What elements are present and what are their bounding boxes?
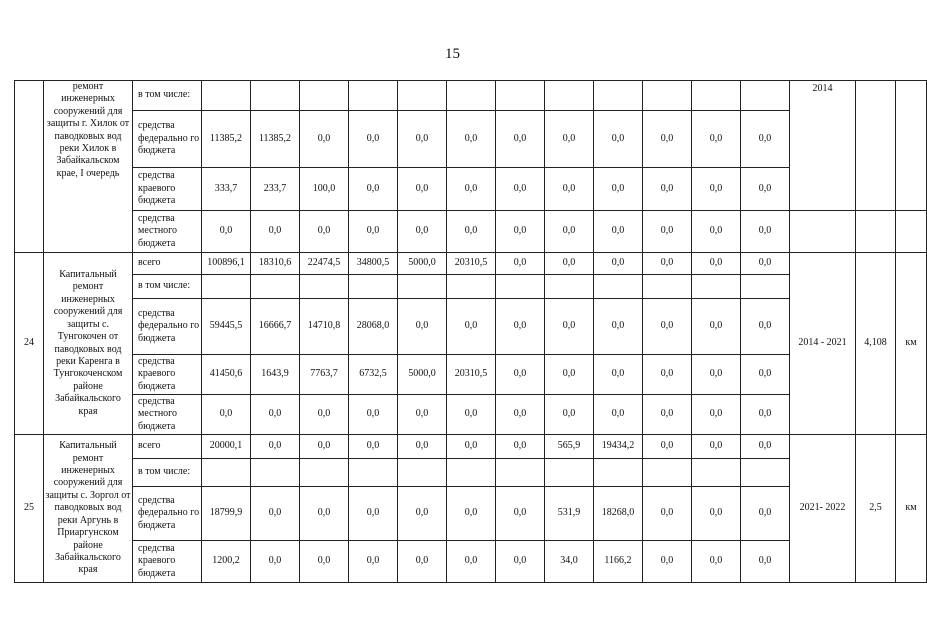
table-row [15, 81, 927, 111]
value-cell: 0,0 [692, 435, 741, 459]
value-cell: 0,0 [692, 355, 741, 395]
value-cell: 100,0 [300, 168, 349, 211]
value-cell: 0,0 [643, 253, 692, 275]
value-cell: 531,9 [545, 487, 594, 541]
page-number: 15 [445, 46, 460, 62]
value-cell: 0,0 [447, 487, 496, 541]
value-cell: 0,0 [251, 435, 300, 459]
value-cell: 7763,7 [300, 355, 349, 395]
value-cell: 5000,0 [398, 253, 447, 275]
value-cell: 0,0 [643, 395, 692, 435]
project-length: 2,5 [856, 435, 896, 583]
value-cell: 20310,5 [447, 253, 496, 275]
value-cell: 28068,0 [349, 299, 398, 355]
value-cell: 0,0 [496, 299, 545, 355]
value-cell: 20000,1 [202, 435, 251, 459]
value-cell: 0,0 [741, 168, 790, 211]
value-cell: 0,0 [251, 541, 300, 583]
value-cell: 100896,1 [202, 253, 251, 275]
value-cell: 11385,2 [202, 111, 251, 168]
source-label-regional: средства краевого бюджета [133, 168, 202, 211]
value-cell: 0,0 [741, 355, 790, 395]
row-number-cell [15, 81, 44, 253]
value-cell: 0,0 [545, 253, 594, 275]
value-cell: 0,0 [496, 253, 545, 275]
value-cell: 19434,2 [594, 435, 643, 459]
source-label-federal: средства федерально го бюджета [133, 487, 202, 541]
value-cell: 22474,5 [300, 253, 349, 275]
project-unit: км [896, 435, 927, 583]
value-cell: 0,0 [496, 435, 545, 459]
project-unit: км [896, 253, 927, 435]
value-cell: 0,0 [545, 355, 594, 395]
value-cell: 0,0 [398, 111, 447, 168]
value-cell: 0,0 [496, 541, 545, 583]
value-cell: 233,7 [251, 168, 300, 211]
value-cell: 0,0 [545, 299, 594, 355]
source-label-regional: средства краевого бюджета [133, 355, 202, 395]
value-cell: 0,0 [643, 487, 692, 541]
table-row [15, 435, 927, 459]
value-cell: 0,0 [300, 487, 349, 541]
table-body [15, 81, 927, 583]
value-cell: 0,0 [300, 111, 349, 168]
value-cell: 0,0 [447, 211, 496, 253]
value-cell: 16666,7 [251, 299, 300, 355]
value-cell: 0,0 [692, 299, 741, 355]
value-cell: 0,0 [398, 299, 447, 355]
value-cell: 0,0 [643, 355, 692, 395]
value-cell: 0,0 [398, 168, 447, 211]
value-cell: 6732,5 [349, 355, 398, 395]
budget-table [14, 80, 927, 583]
value-cell: 0,0 [643, 541, 692, 583]
value-cell: 0,0 [300, 541, 349, 583]
source-label-subtotal: в том числе: [133, 81, 202, 111]
project-length: 4,108 [856, 253, 896, 435]
table-row [15, 211, 927, 253]
source-label-local: средства местного бюджета [133, 211, 202, 253]
value-cell: 0,0 [349, 541, 398, 583]
value-cell: 0,0 [692, 395, 741, 435]
project-years: 2014 - 2021 [790, 253, 856, 435]
project-unit [896, 81, 927, 211]
value-cell: 0,0 [300, 435, 349, 459]
source-label-federal: средства федерально го бюджета [133, 111, 202, 168]
value-cell: 41450,6 [202, 355, 251, 395]
value-cell: 0,0 [202, 395, 251, 435]
value-cell: 0,0 [300, 211, 349, 253]
project-name: ремонт инженерных сооружений для защиты г. Хилок от паводковых вод реки Хилок в Забайкальском крае, I очередь [44, 81, 133, 253]
row-number: 24 [15, 253, 44, 435]
value-cell: 0,0 [643, 168, 692, 211]
value-cell: 1643,9 [251, 355, 300, 395]
value-cell: 0,0 [594, 355, 643, 395]
value-cell: 18799,9 [202, 487, 251, 541]
value-cell: 333,7 [202, 168, 251, 211]
value-cell: 0,0 [692, 541, 741, 583]
value-cell: 0,0 [692, 168, 741, 211]
value-cell: 0,0 [741, 395, 790, 435]
project-years: 2021- 2022 [790, 435, 856, 583]
source-label-total: всего [133, 435, 202, 459]
value-cell: 0,0 [398, 435, 447, 459]
value-cell: 0,0 [594, 211, 643, 253]
value-cell: 0,0 [251, 211, 300, 253]
value-cell: 18268,0 [594, 487, 643, 541]
value-cell: 0,0 [300, 395, 349, 435]
source-label-subtotal: в том числе: [133, 459, 202, 487]
source-label-subtotal: в том числе: [133, 275, 202, 299]
value-cell: 5000,0 [398, 355, 447, 395]
value-cell: 0,0 [643, 435, 692, 459]
value-cell: 0,0 [447, 111, 496, 168]
value-cell: 0,0 [398, 395, 447, 435]
value-cell: 0,0 [496, 395, 545, 435]
value-cell: 34800,5 [349, 253, 398, 275]
value-cell: 0,0 [349, 111, 398, 168]
project-name: Капитальный ремонт инженерных сооружений для защиты с. Зоргол от паводковых вод реки Аргунь в Приаргунском районе Забайкальского края [44, 435, 133, 583]
source-label-total: всего [133, 253, 202, 275]
value-cell: 0,0 [398, 541, 447, 583]
value-cell: 0,0 [251, 487, 300, 541]
value-cell: 14710,8 [300, 299, 349, 355]
project-years: 2014 [790, 81, 856, 211]
value-cell: 0,0 [545, 111, 594, 168]
value-cell: 0,0 [692, 253, 741, 275]
value-cell: 0,0 [496, 111, 545, 168]
value-cell: 0,0 [741, 211, 790, 253]
value-cell: 0,0 [643, 111, 692, 168]
value-cell: 0,0 [349, 435, 398, 459]
value-cell: 0,0 [447, 168, 496, 211]
project-name: Капитальный ремонт инженерных сооружений для защиты с. Тунгокочен от паводковых вод реки Каренга в Тунгокоченском районе Забайкальского края [44, 253, 133, 435]
value-cell: 0,0 [447, 435, 496, 459]
value-cell: 0,0 [594, 168, 643, 211]
value-cell: 1166,2 [594, 541, 643, 583]
value-cell: 0,0 [349, 211, 398, 253]
value-cell: 0,0 [447, 541, 496, 583]
value-cell: 0,0 [447, 299, 496, 355]
value-cell: 0,0 [741, 299, 790, 355]
value-cell: 0,0 [349, 395, 398, 435]
value-cell: 11385,2 [251, 111, 300, 168]
source-label-local: средства местного бюджета [133, 395, 202, 435]
value-cell: 0,0 [545, 395, 594, 435]
value-cell: 0,0 [496, 355, 545, 395]
source-label-federal: средства федерально го бюджета [133, 299, 202, 355]
value-cell: 0,0 [202, 211, 251, 253]
value-cell: 0,0 [643, 211, 692, 253]
value-cell: 0,0 [545, 211, 594, 253]
value-cell: 1200,2 [202, 541, 251, 583]
row-number: 25 [15, 435, 44, 583]
value-cell: 0,0 [741, 541, 790, 583]
value-cell: 0,0 [398, 211, 447, 253]
value-cell: 0,0 [398, 487, 447, 541]
value-cell: 0,0 [496, 168, 545, 211]
source-label-regional: средства краевого бюджета [133, 541, 202, 583]
value-cell: 0,0 [643, 299, 692, 355]
value-cell: 0,0 [447, 395, 496, 435]
value-cell: 0,0 [594, 299, 643, 355]
value-cell: 0,0 [594, 395, 643, 435]
value-cell: 0,0 [496, 211, 545, 253]
value-cell: 18310,6 [251, 253, 300, 275]
value-cell: 0,0 [594, 111, 643, 168]
value-cell: 59445,5 [202, 299, 251, 355]
value-cell: 0,0 [545, 168, 594, 211]
value-cell: 34,0 [545, 541, 594, 583]
value-cell: 0,0 [741, 487, 790, 541]
value-cell: 0,0 [692, 111, 741, 168]
value-cell: 0,0 [349, 168, 398, 211]
value-cell: 0,0 [741, 435, 790, 459]
value-cell: 0,0 [251, 395, 300, 435]
table-row [15, 253, 927, 275]
value-cell: 565,9 [545, 435, 594, 459]
project-length [856, 81, 896, 211]
value-cell: 20310,5 [447, 355, 496, 395]
value-cell: 0,0 [741, 253, 790, 275]
value-cell: 0,0 [594, 253, 643, 275]
value-cell: 0,0 [496, 487, 545, 541]
value-cell: 0,0 [692, 211, 741, 253]
value-cell: 0,0 [349, 487, 398, 541]
value-cell: 0,0 [741, 111, 790, 168]
value-cell: 0,0 [692, 487, 741, 541]
